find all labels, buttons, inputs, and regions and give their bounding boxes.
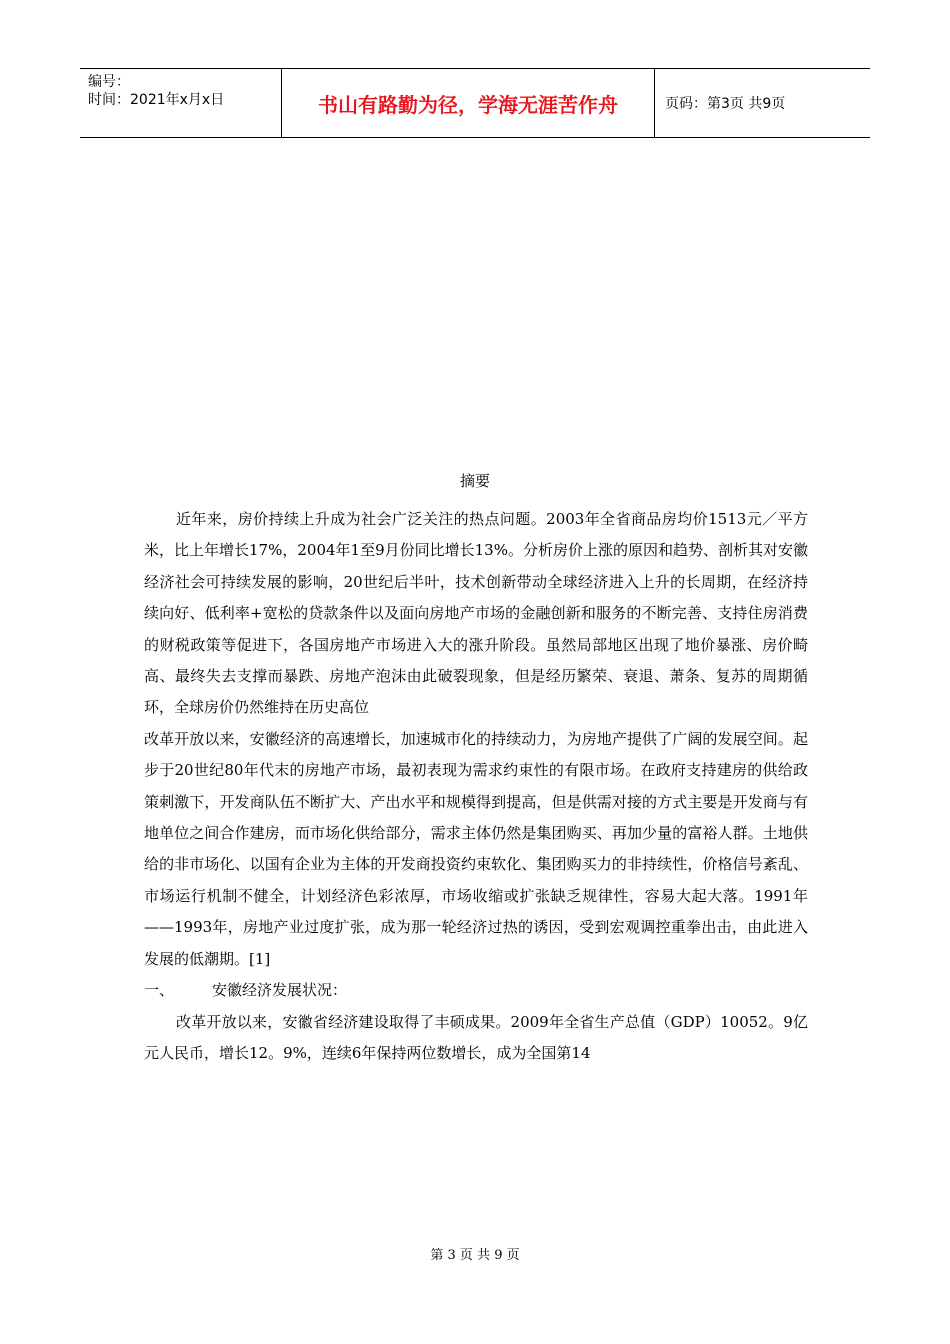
- header-meta: [80, 69, 282, 137]
- section-heading: [144, 975, 808, 1006]
- number-label: 编号：: [88, 74, 130, 90]
- document-header: [80, 68, 870, 138]
- document-body: [144, 504, 808, 1069]
- page-title: 摘要: [459, 472, 490, 490]
- header-page-info: 页码：第3页 共9页: [665, 96, 786, 112]
- header-motto: 书山有路勤为径，学海无涯苦作舟: [282, 69, 655, 137]
- section-number: 一、: [144, 981, 175, 1000]
- time-label: 时间：2021年x月x日: [88, 92, 225, 108]
- section-paragraph: 改革开放以来，安徽省经济建设取得了丰硕成果。2009年全省生产总值（GDP）10052。9亿元人民币，增长12。9%，连续6年保持两位数增长，成为全国第14: [144, 1012, 808, 1062]
- paragraph-1: 近年来，房价持续上升成为社会广泛关注的热点问题。2003年全省商品房均价1513元／平方米，比上年增长17%，2004年1至9月份同比增长13%。分析房价上涨的原因和趋势、剖析其对安徽经济社会可持续发展的影响，20世纪后半叶，技术创新带动全球经济进入上升的长周期，在经济持续向好、低利率+宽松的贷款条件以及面向房地产市场的金融创新和服务的不断完善、支持住房消费的财税政策等促进下，各国房地产市场进入大的涨升阶段。虽然局部地区出现了地价暴涨、房价畸高、最终失去支撑而暴跌、房地产泡沫由此破裂现象，但是经历繁荣、衰退、萧条、复苏的周期循环，全球房价仍然维持在历史高位: [144, 510, 808, 717]
- section-title: 安徽经济发展状况：: [212, 981, 348, 1000]
- page-footer: 第 3 页 共 9 页: [430, 1248, 520, 1263]
- paragraph-2: 改革开放以来，安徽经济的高速增长，加速城市化的持续动力，为房地产提供了广阔的发展空间。起步于20世纪80年代末的房地产市场，最初表现为需求约束性的有限市场。在政府支持建房的供给政策刺激下，开发商队伍不断扩大、产出水平和规模得到提高，但是供需对接的方式主要是开发商与有地单位之间合作建房，而市场化供给部分，需求主体仍然是集团购买、再加少量的富裕人群。土地供给的非市场化、以国有企业为主体的开发商投资约束软化、集团购买力的非持续性，价格信号紊乱、市场运行机制不健全，计划经济色彩浓厚，市场收缩或扩张缺乏规律性，容易大起大落。1991年——1993年，房地产业过度扩张，成为那一轮经济过热的诱因，受到宏观调控重拳出击，由此进入发展的低潮期。[1]: [144, 729, 808, 968]
